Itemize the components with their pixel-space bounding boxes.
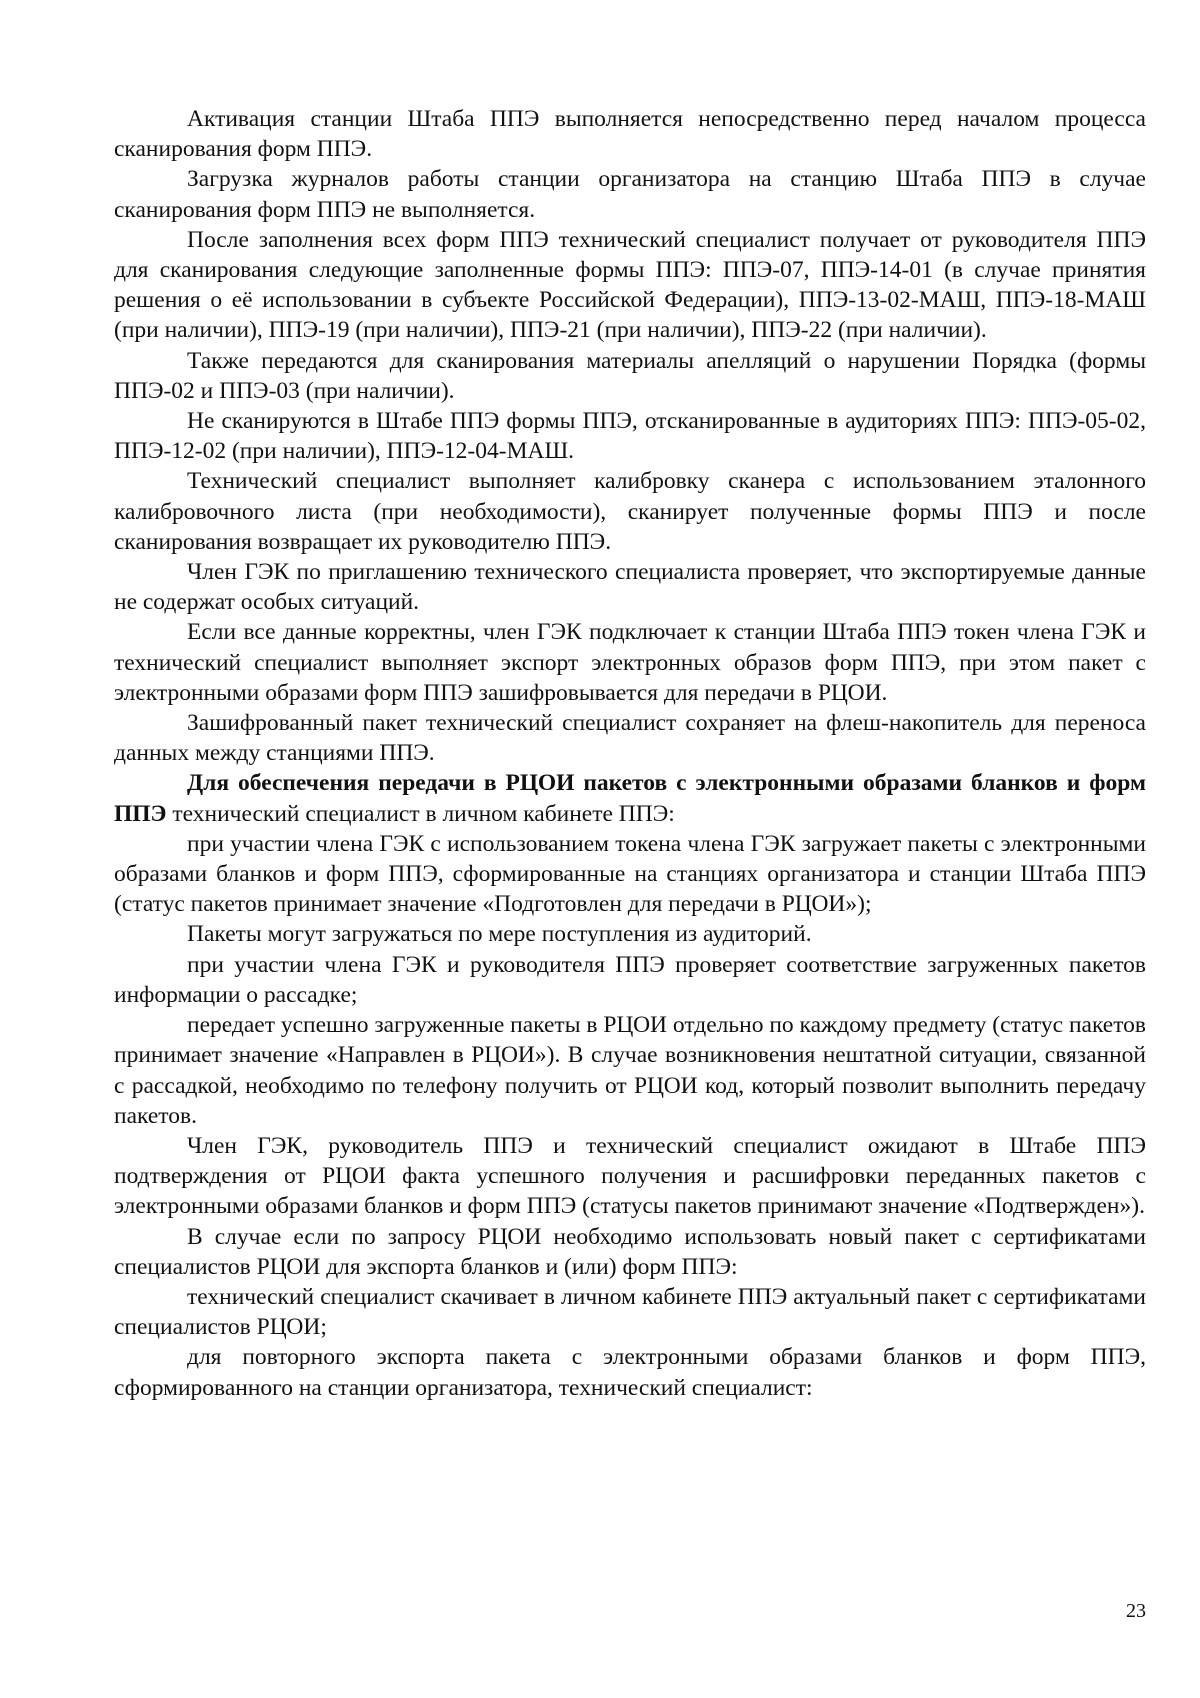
paragraph: Не сканируются в Штабе ППЭ формы ППЭ, отсканированные в аудиториях ППЭ: ППЭ-05-02, ППЭ-12-02 (при наличии), ППЭ-12-04-МАШ. bbox=[114, 408, 1146, 465]
bold-lead-paragraph bbox=[114, 768, 1146, 828]
paragraph: для повторного экспорта пакета с электронными образами бланков и форм ППЭ, сформированного на станции организатора, технический специалист: bbox=[114, 1344, 1146, 1401]
bold-lead-text: Для обеспечения передачи в РЦОИ пакетов с электронными образами бланков и форм ППЭ bbox=[114, 770, 1146, 827]
paragraph: В случае если по запросу РЦОИ необходимо использовать новый пакет с сертификатами специалистов РЦОИ для экспорта бланков и (или) форм ППЭ: bbox=[114, 1223, 1146, 1280]
paragraph: передает успешно загруженные пакеты в РЦОИ отдельно по каждому предмету (статус пакетов принимает значение «Направлен в РЦОИ»). В случае возникновения нештатной ситуации, связанной с рассадкой, необходимо по телефону получить от РЦОИ код, который позволит выполнить передачу пакетов. bbox=[114, 1012, 1147, 1129]
paragraph: при участии члена ГЭК с использованием токена члена ГЭК загружает пакеты с электронными образами бланков и форм ППЭ, сформированные на станциях организатора и станции Штаба ППЭ (статус пакетов принимает значение «Подготовлен для передачи в РЦОИ»); bbox=[114, 830, 1146, 918]
paragraph: Активация станции Штаба ППЭ выполняется непосредственно перед началом процесса сканирования форм ППЭ. bbox=[114, 106, 1146, 163]
paragraph: Зашифрованный пакет технический специалист сохраняет на флеш-накопитель для переноса данных между станциями ППЭ. bbox=[114, 710, 1146, 767]
paragraph: Пакеты могут загружаться по мере поступления из аудиторий. bbox=[187, 921, 812, 948]
paragraph: Член ГЭК по приглашению технического специалиста проверяет, что экспортируемые данные не содержат особых ситуаций. bbox=[114, 559, 1146, 616]
paragraph: Если все данные корректны, член ГЭК подключает к станции Штаба ППЭ токен члена ГЭК и технический специалист выполняет экспорт электронных образов форм ППЭ, при этом пакет с электронными образами форм ППЭ зашифровывается для передачи в РЦОИ. bbox=[114, 619, 1146, 706]
lead-paragraph-rest: технический специалист в личном кабинете ППЭ: bbox=[166, 800, 675, 827]
paragraph: После заполнения всех форм ППЭ технический специалист получает от руководителя ППЭ для сканирования следующие заполненные формы ППЭ: ППЭ-07, ППЭ-14-01 (в случае принятия решения о её использовании в субъекте Российской Федерации), ППЭ-13-02-МАШ, ППЭ-18-МАШ (при наличии), ППЭ-19 (при наличии), ППЭ-21 (при наличии), ППЭ-22 (при наличии). bbox=[114, 226, 1146, 344]
paragraph: Член ГЭК, руководитель ППЭ и технический специалист ожидают в Штабе ППЭ подтверждения от РЦОИ факта успешного получения и расшифровки переданных пакетов с электронными образами бланков и форм ППЭ (статусы пакетов принимают значение «Подтвержден»). bbox=[114, 1132, 1146, 1220]
paragraph: при участии члена ГЭК и руководителя ППЭ проверяет соответствие загруженных пакетов информации о рассадке; bbox=[114, 951, 1146, 1008]
paragraph: Технический специалист выполняет калибровку сканера с использованием эталонного калибровочного листа (при необходимости), сканирует полученные формы ППЭ и после сканирования возвращает их руководителю ППЭ. bbox=[114, 468, 1146, 555]
paragraph: Также передаются для сканирования материалы апелляций о нарушении Порядка (формы ППЭ-02 и ППЭ-03 (при наличии). bbox=[114, 347, 1146, 404]
paragraph: технический специалист скачивает в личном кабинете ППЭ актуальный пакет с сертификатами специалистов РЦОИ; bbox=[114, 1283, 1146, 1341]
paragraph: Загрузка журналов работы станции организатора на станцию Штаба ППЭ в случае сканирования форм ППЭ не выполняется. bbox=[114, 166, 1146, 223]
page-number: 23 bbox=[1126, 1600, 1146, 1622]
document-body bbox=[114, 104, 1146, 1403]
